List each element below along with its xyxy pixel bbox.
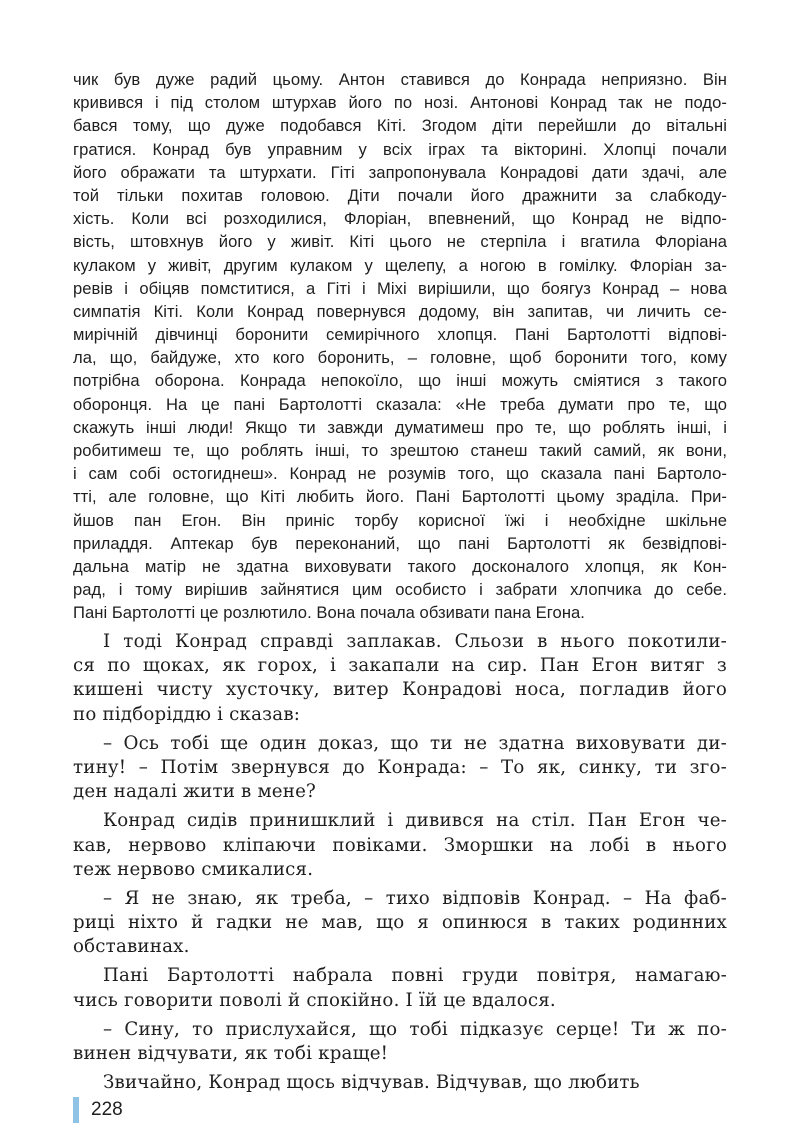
summary-line: тті, але головне, що Кіті любить його. Пані Бартолотті цьому зраділа. При- — [73, 487, 727, 507]
page-number: 228 — [91, 1099, 123, 1120]
story-paragraph — [73, 1018, 727, 1066]
story-paragraph — [73, 630, 727, 727]
story-line: Пані Бартолотті набрала повні груди повітря, намагаю- — [103, 965, 727, 987]
story-line: – Я не знаю, як треба, – тихо відповів Конрад. – На фаб- — [103, 887, 727, 909]
story-line: чись говорити повoлі й спокійно. І їй це вдалося. — [73, 989, 556, 1011]
summary-line: скажуть інші люди! Якщо ти завжди думатимеш про те, що роблять інші, і — [73, 417, 727, 437]
summary-line: дальна матір не здатна виховувати такого досконалого хлопця, як Кон- — [73, 556, 727, 576]
summary-line: вість, штовхнув його у живіт. Кіті цього не стерпіла і вгатила Флоріана — [73, 232, 727, 252]
story-line: по підборіддю і сказав: — [73, 703, 301, 725]
summary-line: хість. Коли всі розходилися, Флоріан, впевнений, що Конрад не відпо- — [73, 209, 727, 229]
summary-line: мирічній дівчинці боронити семирічного хлопця. Пані Бартолотті відпові- — [73, 325, 727, 345]
story-line: ся по щоках, як горох, і закапали на сир. Пан Егон витяг з — [73, 655, 727, 677]
story-line: Звичайно, Конрад щось відчував. Відчував, що любить — [103, 1072, 640, 1094]
summary-line: потрібна оборона. Конрада непокоїло, що інші можуть сміятися з такого — [73, 371, 727, 391]
story-block — [73, 630, 727, 1095]
summary-line: симпатія Кіті. Коли Конрад повернувся додому, він запитав, чи личить се- — [73, 301, 727, 321]
summary-line: йшов пан Егон. Він приніс торбу корисної їжі і необхідне шкільне — [73, 510, 727, 530]
summary-line: і сам собі остогиднеш». Конрад не розумів того, що сказала пані Бартоло- — [73, 464, 727, 484]
story-line: теж нервово смикалися. — [73, 858, 314, 880]
story-line: риці ніхто й гадки не мав, що я опинюся в таких родинних — [73, 912, 727, 934]
story-line: ден надалі жити в мене? — [73, 781, 317, 803]
summary-line: його ображати та штурхати. Гіті запропонувала Конрадові дати здачі, але — [73, 162, 727, 182]
summary-line: кривився і під столом штурхав його по нозі. Антонові Конрад так не подо- — [73, 93, 727, 113]
story-paragraph — [73, 732, 727, 805]
story-paragraph — [73, 964, 727, 1012]
summary-line: рад, і тому вирішив зайнятися цим особисто і забрати хлопчика до себе. — [73, 580, 727, 600]
summary-line: бався тому, що дуже подобався Кіті. Згодом діти перейшли до вітальні — [73, 116, 727, 136]
summary-line: Пані Бартолотті це розлютило. Вона почала обзивати пана Егона. — [73, 603, 585, 623]
summary-line: ла, що, байдуже, хто кого боронить, – головне, щоб боронити того, кому — [73, 348, 727, 368]
story-line: І тоді Конрад справді заплакав. Сльози в нього покотили- — [103, 631, 727, 652]
summary-line: оборонця. На це пані Бартолотті сказала: «Не треба думати про те, що — [73, 394, 727, 414]
story-line: тину! – Потім звернувся до Конрада: – То як, синку, ти зго- — [73, 756, 727, 778]
story-line: винен відчувати, як тобі краще! — [73, 1043, 389, 1064]
story-line: кишені чисту хусточку, витер Конрадові носа, погладив його — [73, 679, 727, 701]
story-line: – Сину, то прислухайся, що тобі підказує серце! Ти ж по- — [103, 1018, 727, 1040]
summary-line: той тільки похитав головою. Діти почали його дражнити за слабкоду- — [73, 185, 727, 205]
summary-line: кулаком у живіт, другим кулаком у щелепу, а ногою в гомілку. Флоріан за- — [73, 255, 727, 275]
story-line: – Ось тобі ще один доказ, що ти не здатна виховувати ди- — [103, 732, 727, 754]
page-accent-bar — [73, 1097, 79, 1123]
summary-line: ревів і обіцяв помститися, а Гіті і Міхі вирішили, що боягуз Конрад – нова — [73, 278, 727, 298]
story-paragraph — [73, 887, 727, 960]
story-paragraph — [73, 809, 727, 882]
summary-block — [73, 68, 727, 625]
summary-line: приладдя. Аптекар був переконаний, що пані Бартолотті як безвідпові- — [73, 533, 727, 553]
summary-line: робитимеш те, що роблять інші, то зрештою станеш такий самий, як вони, — [73, 441, 727, 460]
summary-line: чик був дуже радий цьому. Антон ставився до Конрада неприязно. Він — [73, 70, 727, 89]
story-line: обставинах. — [73, 936, 190, 958]
story-line: кав, нервово кліпаючи повіками. Зморшки на лобі в нього — [73, 834, 727, 856]
story-line: Конрад сидів принишклий і дивився на стіл. Пан Егон че- — [103, 810, 727, 832]
page-footer — [73, 1096, 123, 1124]
summary-line: гратися. Конрад був управним у всіх іграх та вікторині. Хлопці почали — [73, 139, 727, 159]
story-paragraph — [73, 1071, 727, 1095]
